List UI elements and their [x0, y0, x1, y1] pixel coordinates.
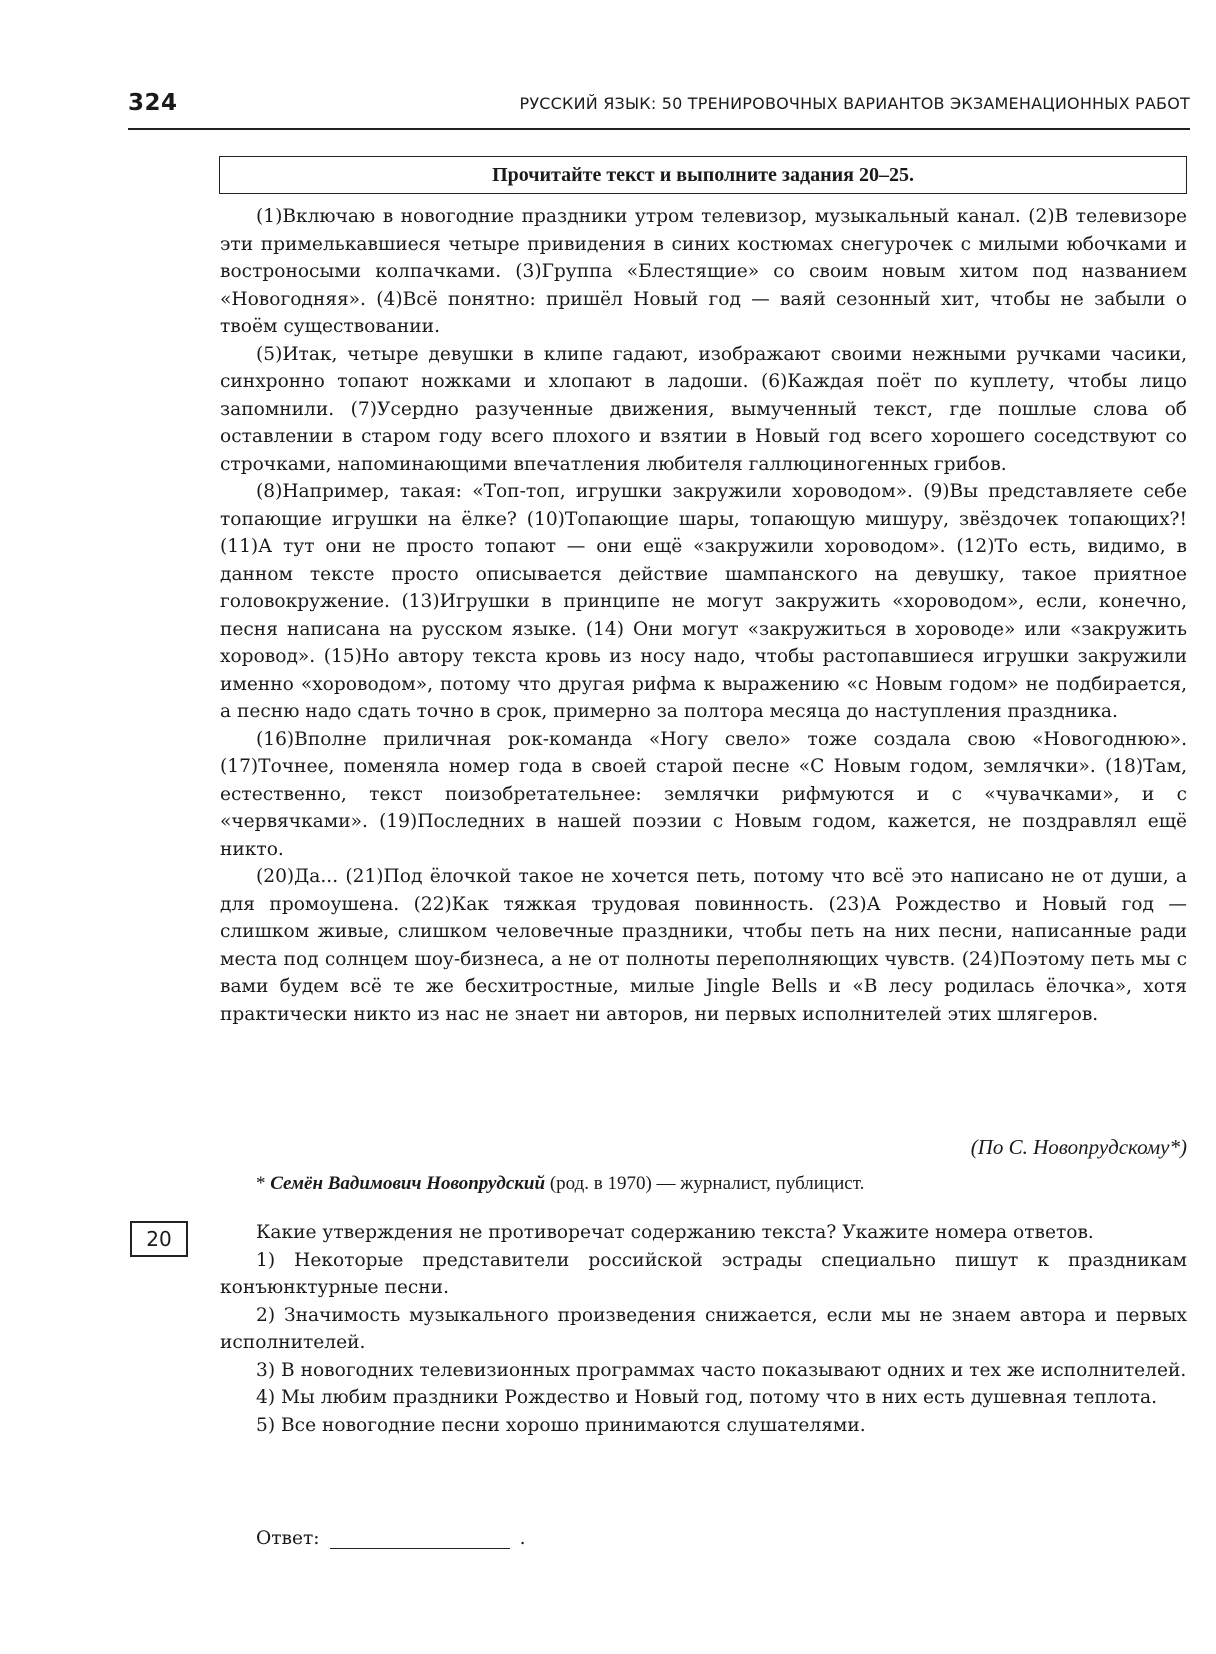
footnote-rest: (род. в 1970) — журналист, публицист. — [545, 1173, 865, 1194]
running-title: РУССКИЙ ЯЗЫК: 50 ТРЕНИРОВОЧНЫХ ВАРИАНТОВ ЭКЗАМЕНАЦИОННЫХ РАБОТ — [519, 94, 1190, 113]
text-paragraph: (5)Итак, четыре девушки в клипе гадают, изображают своими нежными ручками часики, синхронно топают ножками и хлопают в ладоши. (6)Каждая поёт по куплету, чтобы лицо запомнили. (7)Усердно разученные движения, вымученный текст, где пошлые слова об оставлении в старом году всего плохого и взятии в Новый год всего хорошего соседствуют со строчками, напоминающими впечатления любителя галлюциногенных грибов. — [220, 343, 1187, 475]
answer-option: 4) Мы любим праздники Рождество и Новый год, потому что в них есть душевная теплота. — [256, 1387, 1158, 1408]
answer-option: 2) Значимость музыкального произведения снижается, если мы не знаем автора и первых исполнителей. — [220, 1304, 1187, 1353]
answer-option: 5) Все новогодние песни хорошо принимаются слушателями. — [256, 1414, 866, 1436]
footnote-marker: * — [256, 1173, 271, 1194]
text-paragraph: (1)Включаю в новогодние праздники утром телевизор, музыкальный канал. (2)В телевизоре эти примелькавшиеся четыре привидения в синих костюмах снегурочек с милыми юбочками и востроносыми колпачками. (3)Группа «Блестящие» со своим новым хитом под названием «Новогодняя». (4)Всё понятно: пришёл Новый год — ваяй сезонный хит, чтобы не забыли о твоём существовании. — [220, 206, 1187, 337]
question-block — [220, 1219, 1187, 1439]
answer-option: 3) В новогодних телевизионных программах часто показывают одних и тех же исполнителей. — [256, 1359, 1187, 1381]
answer-label: Ответ: — [256, 1528, 320, 1549]
task-instruction-box — [219, 156, 1187, 194]
question-number-box — [130, 1221, 188, 1257]
answer-row — [256, 1528, 525, 1549]
answer-field[interactable] — [330, 1530, 510, 1549]
page-number: 324 — [128, 90, 178, 116]
footnote-author: Семён Вадимович Новопрудский — [270, 1173, 546, 1194]
task-instruction: Прочитайте текст и выполните задания 20–25. — [492, 163, 914, 186]
text-paragraph: (16)Вполне приличная рок-команда «Ногу свело» тоже создала свою «Новогоднюю». (17)Точнее, поменяла номер года в своей старой песне «С Новым годом, землячки». (18)Там, естественно, текст поизобретательнее: землячки рифмуются и с «чувачками», и с «червячками». (19)Последних в нашей поэзии с Новым годом, кажется, не поздравлял ещё никто. — [220, 728, 1187, 860]
text-source: (По С. Новопрудскому*) — [970, 1135, 1187, 1159]
answer-end: . — [519, 1528, 526, 1549]
question-prompt: Какие утверждения не противоречат содержанию текста? Укажите номера ответов. — [256, 1222, 1094, 1243]
reading-text — [220, 203, 1187, 1028]
page-header — [128, 84, 1190, 130]
answer-option: 1) Некоторые представители российской эстрады специально пишут к праздникам конъюнктурные песни. — [220, 1249, 1187, 1298]
footnote — [256, 1173, 1186, 1195]
text-paragraph: (20)Да... (21)Под ёлочкой такое не хочется петь, потому что всё это написано не от души, а для промоушена. (22)Как тяжкая трудовая повинность. (23)А Рождество и Новый год — слишком живые, слишком человечные праздники, чтобы петь на них песни, написанные ради места под солнцем шоу-бизнеса, а не от полноты переполняющих чувств. (24)Поэтому петь мы с вами будем всё те же бесхитростные, милые Jingle Bells и «В лесу родилась ёлочка», хотя практически никто из нас не знает ни авторов, ни первых исполнителей этих шлягеров. — [220, 866, 1187, 1025]
question-number: 20 — [146, 1227, 172, 1251]
text-paragraph: (8)Например, такая: «Топ-топ, игрушки закружили хороводом». (9)Вы представляете себе топающие игрушки на ёлке? (10)Топающие шары, топающую мишуру, звёздочек топающих?! (11)А тут они не просто топают — они ещё «закружили хороводом». (12)То есть, видимо, в данном тексте просто описывается действие шампанского на девушку, такое приятное головокружение. (13)Игрушки в принципе не могут закружить «хороводом», если, конечно, песня написана на русском языке. (14) Они могут «закружиться в хороводе» или «закружить хоровод». (15)Но автору текста кровь из носу надо, чтобы растопавшиеся игрушки закружили именно «хороводом», потому что другая рифма к выражению «с Новым годом» не подбирается, а песню надо сдать точно в срок, примерно за полтора месяца до наступления праздника. — [220, 481, 1187, 722]
